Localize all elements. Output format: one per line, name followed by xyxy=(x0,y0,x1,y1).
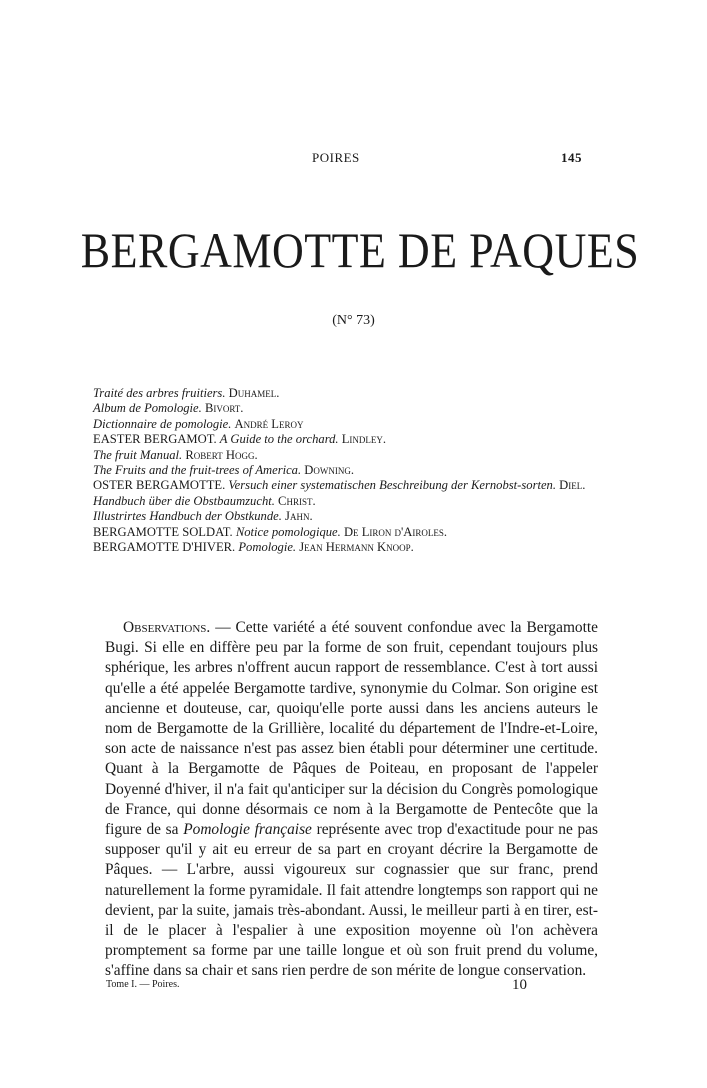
reference-item xyxy=(93,401,603,416)
reference-item xyxy=(93,448,603,463)
reference-work: Pomologie. xyxy=(238,540,297,555)
reference-item xyxy=(93,417,603,432)
reference-author: Robert Hogg. xyxy=(185,447,258,462)
reference-name: BERGAMOTTE D'HIVER. xyxy=(93,540,236,555)
reference-author: De Liron d'Airoles. xyxy=(343,524,448,539)
reference-work: Versuch einer systematischen Beschreibung der Kernobst-sorten. xyxy=(228,478,556,493)
reference-name: EASTER BERGAMOT. xyxy=(93,432,217,447)
body-text-part: — Cette variété a été souvent confondue avec la Bergamotte Bugi. Si elle en diffère peu par la forme de son fruit, cependant toujours plus sphérique, les arbres n'offrent aucun rapport de ressemblance. C'est à tort aussi qu'elle a été appelée Bergamotte tardive, synonymie du Colmar. Son origine est ancienne et douteuse, car, quoiqu'elle porte aussi dans les anciens auteurs le nom de Bergamotte de la Grillière, localité du département de l'Indre-et-Loire, son acte de naissance n'est pas assez bien établi pour déterminer une certitude. Quant à la Bergamotte de Pâques de Poiteau, en proposant de l'appeler Doyenné d'hiver, il n'a fait qu'anticiper sur la décision du Congrès pomologique de France, qui donne désormais ce nom à la Bergamotte de Pentecôte que la figure de sa xyxy=(105,619,598,839)
page-title: BERGAMOTTE DE PAQUES xyxy=(80,223,640,278)
references-list xyxy=(93,386,603,555)
signature-mark: 10 xyxy=(512,977,527,993)
reference-work: The fruit Manual. xyxy=(93,447,183,462)
variety-number: (N° 73) xyxy=(332,313,375,328)
reference-work: Illustrirtes Handbuch der Obstkunde. xyxy=(93,509,282,524)
page-number: 145 xyxy=(561,150,582,165)
reference-item xyxy=(93,509,603,524)
reference-item xyxy=(93,540,603,555)
observations-label: Observations. xyxy=(123,619,211,636)
volume-label: Tome I. — Poires. xyxy=(106,979,180,990)
reference-name: BERGAMOTTE SOLDAT. xyxy=(93,524,233,539)
reference-item xyxy=(93,432,603,447)
reference-item xyxy=(93,494,603,509)
reference-item xyxy=(93,386,603,401)
reference-author: Jahn. xyxy=(285,509,313,524)
reference-item xyxy=(93,478,603,493)
reference-work: The Fruits and the fruit-trees of America. xyxy=(93,463,302,478)
body-text-part: représente avec trop d'exactitude pour ne pas supposer qu'il y ait eu erreur de sa part en croyant décrire la Bergamotte de Pâques. — L'arbre, aussi vigoureux sur cognassier que sur franc, prend naturellement la forme pyramidale. Il fait attendre longtemps son rapport qui ne devient, par la suite, jamais très-abondant. Aussi, le meilleur parti à en tirer, est-il de le placer à l'espalier à une exposition moyenne où l'on achèvera promptement sa forme par une taille longue et où son fruit prend du volume, s'affine dans sa chair et sans rien perdre de son mérite de longue conservation. xyxy=(105,821,599,980)
reference-author: Duhamel. xyxy=(228,386,280,400)
reference-work: A Guide to the orchard. xyxy=(219,432,339,447)
running-title: POIRES xyxy=(312,150,360,165)
reference-author: André Leroy xyxy=(234,416,304,431)
observations-paragraph xyxy=(105,618,598,982)
body-paragraph xyxy=(105,618,598,982)
body-italic-title: Pomologie française xyxy=(183,821,312,839)
running-head xyxy=(0,150,707,170)
reference-name: OSTER BERGAMOTTE. xyxy=(93,478,226,493)
page-footer xyxy=(0,977,707,997)
reference-author: Lindley. xyxy=(341,432,387,447)
reference-item xyxy=(93,525,603,540)
reference-author: Downing. xyxy=(304,463,355,478)
reference-work: Handbuch über die Obstbaumzucht. xyxy=(93,493,275,508)
reference-work: Traité des arbres fruitiers. xyxy=(93,386,226,400)
reference-author: Jean Hermann Knoop. xyxy=(299,540,414,555)
reference-author: Christ. xyxy=(278,493,316,508)
reference-work: Album de Pomologie. xyxy=(93,401,202,416)
reference-author: Diel. xyxy=(559,478,586,493)
reference-work: Dictionnaire de pomologie. xyxy=(93,416,232,431)
reference-author: Bivort. xyxy=(204,401,244,416)
reference-item xyxy=(93,463,603,478)
reference-work: Notice pomologique. xyxy=(235,524,341,539)
